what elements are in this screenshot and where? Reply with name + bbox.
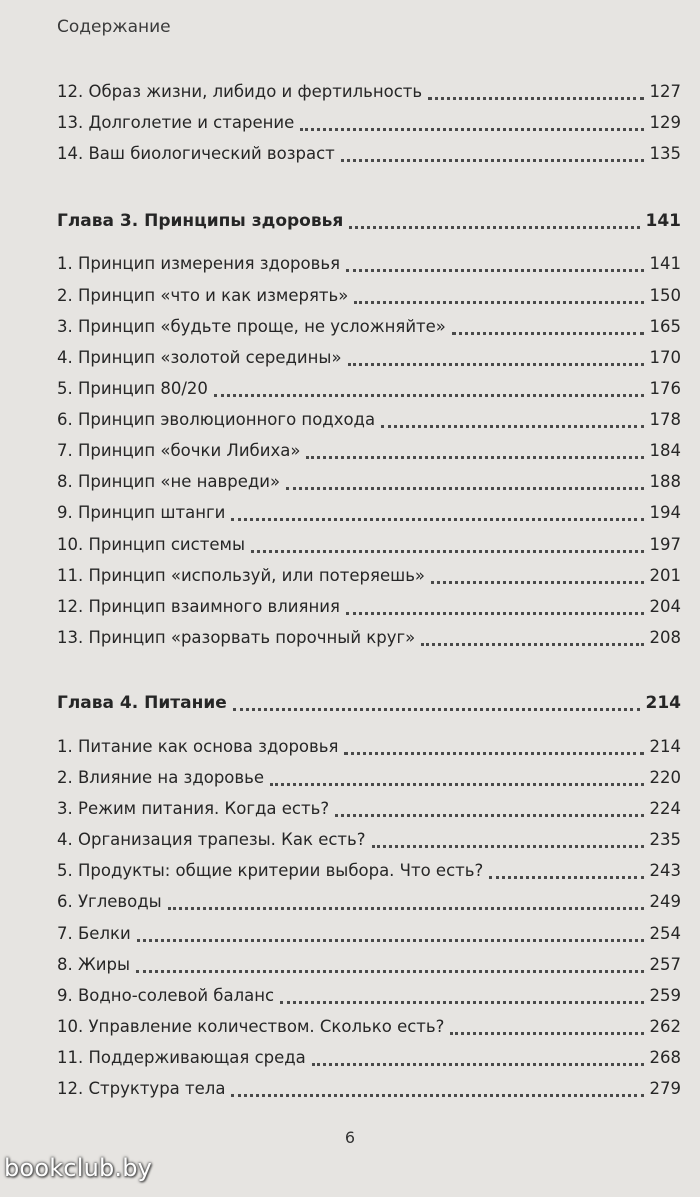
leader-dots — [270, 783, 644, 786]
leader-dots — [450, 1032, 643, 1035]
leader-dots — [312, 1063, 644, 1066]
toc-entry-title: 12. Принцип взаимного влияния — [57, 597, 340, 616]
leader-dots — [233, 708, 640, 711]
toc-entry-page: 254 — [649, 924, 681, 943]
toc-entry-title: 7. Белки — [57, 924, 131, 943]
toc-entry-page: 279 — [649, 1079, 681, 1098]
toc-entry — [57, 1012, 681, 1042]
toc-entry-title: 3. Принцип «будьте проще, не усложняйте» — [57, 317, 446, 336]
toc-entry-page: 165 — [649, 317, 681, 336]
toc-entry-title: 13. Долголетие и старение — [57, 113, 295, 132]
toc-entry-title: 1. Принцип измерения здоровья — [57, 254, 340, 273]
leader-dots — [348, 363, 644, 366]
toc-entry-page: 235 — [649, 830, 681, 849]
toc-entry-page: 259 — [649, 986, 681, 1005]
toc-entry-title: 11. Поддерживающая среда — [57, 1048, 306, 1067]
leader-dots — [452, 332, 644, 335]
toc-entry-page: 224 — [649, 799, 681, 818]
toc-entry-title: 2. Принцип «что и как измерять» — [57, 286, 349, 305]
leader-dots — [489, 876, 643, 879]
toc-entry — [57, 981, 681, 1011]
chapter-title: Глава 3. Принципы здоровья — [57, 211, 344, 231]
leader-dots — [341, 159, 644, 162]
toc-entry-title: 8. Жиры — [57, 955, 130, 974]
leader-dots — [354, 301, 643, 304]
page-header: Содержание — [57, 17, 171, 37]
watermark: bookclub.by — [4, 1154, 153, 1182]
leader-dots — [286, 487, 643, 490]
toc-entry — [57, 312, 681, 342]
toc-entry-title: 5. Принцип 80/20 — [57, 379, 208, 398]
toc-entry-title: 2. Влияние на здоровье — [57, 768, 264, 787]
toc-entry-page: 257 — [649, 955, 681, 974]
toc-entry — [57, 1043, 681, 1073]
toc-entry — [57, 561, 681, 591]
leader-dots — [372, 845, 644, 848]
toc-entry-title: 8. Принцип «не навреди» — [57, 472, 281, 491]
toc-entry-title: 7. Принцип «бочки Либиха» — [57, 441, 301, 460]
toc-entry — [57, 405, 681, 435]
toc-entry-title: 14. Ваш биологический возраст — [57, 144, 335, 163]
chapter-heading — [57, 688, 681, 718]
toc-entry-title: 11. Принцип «используй, или потеряешь» — [57, 566, 426, 585]
toc-entry-title: 9. Водно-солевой баланс — [57, 986, 275, 1005]
toc-entry — [57, 919, 681, 949]
toc-entry — [57, 77, 681, 107]
toc-entry-title: 9. Принцип штанги — [57, 503, 226, 522]
toc-entry-page: 194 — [649, 503, 681, 522]
toc-entry-page: 141 — [649, 254, 681, 273]
leader-dots — [346, 612, 644, 615]
toc-entry — [57, 108, 681, 138]
toc-entry — [57, 592, 681, 622]
leader-dots — [349, 226, 639, 229]
toc-entry-page: 214 — [649, 737, 681, 756]
toc-entry — [57, 763, 681, 793]
toc-entry — [57, 374, 681, 404]
leader-dots — [421, 643, 643, 646]
toc-entry-page: 262 — [649, 1017, 681, 1036]
toc-entry-page: 150 — [649, 286, 681, 305]
toc-entry-page: 178 — [649, 410, 681, 429]
toc-entry-page: 184 — [649, 441, 681, 460]
leader-dots — [168, 907, 644, 910]
chapter-heading — [57, 206, 681, 236]
toc-entry-page: 170 — [649, 348, 681, 367]
leader-dots — [231, 1094, 643, 1097]
toc-entry-title: 6. Принцип эволюционного подхода — [57, 410, 376, 429]
toc-entry-title: 3. Режим питания. Когда есть? — [57, 799, 330, 818]
toc-entry-title: 4. Организация трапезы. Как есть? — [57, 830, 366, 849]
leader-dots — [344, 752, 643, 755]
toc-entry — [57, 281, 681, 311]
toc-entry-page: 188 — [649, 472, 681, 491]
toc-entry — [57, 1074, 681, 1104]
toc-entry-page: 220 — [649, 768, 681, 787]
toc-entry-page: 127 — [649, 82, 681, 101]
leader-dots — [306, 456, 643, 459]
toc-entry-page: 201 — [649, 566, 681, 585]
leader-dots — [300, 128, 643, 131]
leader-dots — [231, 518, 643, 521]
toc-entry — [57, 436, 681, 466]
toc-entry-page: 129 — [649, 113, 681, 132]
page-number: 6 — [344, 1128, 356, 1147]
toc-entry — [57, 825, 681, 855]
toc-entry-title: 5. Продукты: общие критерии выбора. Что есть? — [57, 861, 484, 880]
toc-entry-page: 135 — [649, 144, 681, 163]
toc-entry-title: 10. Управление количеством. Сколько есть? — [57, 1017, 445, 1036]
toc-entry — [57, 249, 681, 279]
toc-entry-title: 12. Образ жизни, либидо и фертильность — [57, 82, 423, 101]
toc-entry-page: 243 — [649, 861, 681, 880]
toc-entry-title: 6. Углеводы — [57, 892, 162, 911]
toc-entry-page: 176 — [649, 379, 681, 398]
toc-entry-title: 13. Принцип «разорвать порочный круг» — [57, 628, 416, 647]
leader-dots — [431, 581, 643, 584]
toc-entry — [57, 139, 681, 169]
toc-entry — [57, 856, 681, 886]
leader-dots — [280, 1001, 643, 1004]
toc-entry-page: 249 — [649, 892, 681, 911]
toc-entry-title: 12. Структура тела — [57, 1079, 226, 1098]
leader-dots — [137, 939, 644, 942]
leader-dots — [136, 970, 644, 973]
toc-entry — [57, 623, 681, 653]
toc-entry-page: 208 — [649, 628, 681, 647]
toc-entry-title: 4. Принцип «золотой середины» — [57, 348, 342, 367]
leader-dots — [346, 269, 644, 272]
toc-entry-page: 268 — [649, 1048, 681, 1067]
toc-entry-title: 1. Питание как основа здоровья — [57, 737, 339, 756]
toc-entry — [57, 732, 681, 762]
toc-entry — [57, 467, 681, 497]
leader-dots — [214, 394, 644, 397]
toc-entry-page: 204 — [649, 597, 681, 616]
leader-dots — [251, 550, 644, 553]
chapter-page: 214 — [645, 693, 681, 713]
leader-dots — [381, 425, 643, 428]
toc-entry-title: 10. Принцип системы — [57, 535, 245, 554]
toc-entry — [57, 950, 681, 980]
toc-entry — [57, 498, 681, 528]
chapter-title: Глава 4. Питание — [57, 693, 227, 713]
toc-entry — [57, 794, 681, 824]
toc-entry — [57, 343, 681, 373]
leader-dots — [428, 97, 643, 100]
toc-entry — [57, 530, 681, 560]
toc-entry-page: 197 — [649, 535, 681, 554]
chapter-page: 141 — [645, 211, 681, 231]
toc-entry — [57, 887, 681, 917]
leader-dots — [335, 814, 643, 817]
